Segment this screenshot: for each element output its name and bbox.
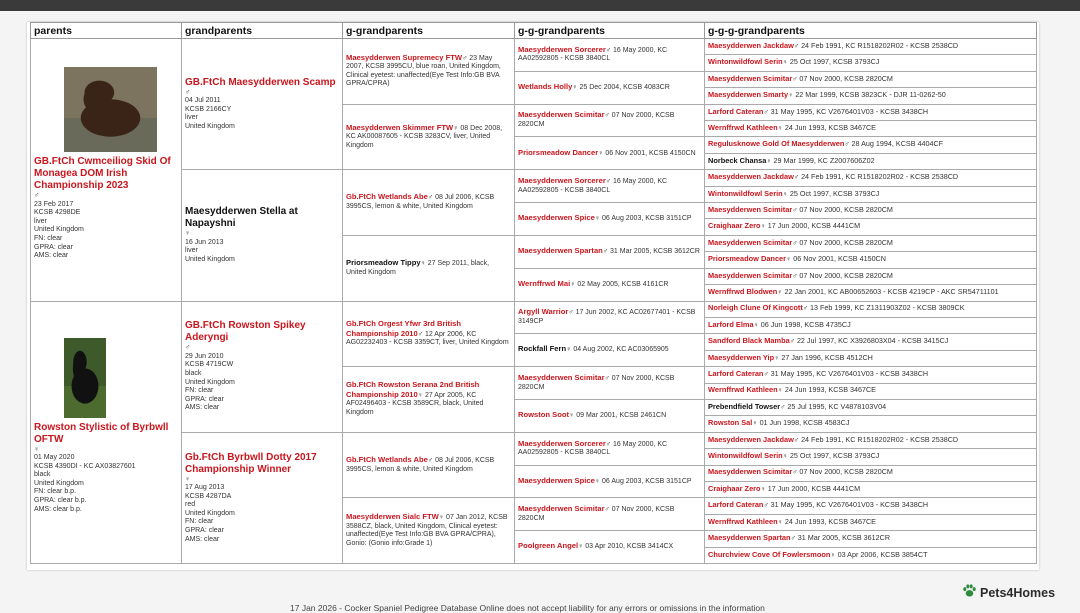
male-icon: ♂ (462, 54, 468, 62)
dog-name-link[interactable]: Wernffrwd Blodwen (708, 287, 778, 296)
dog-info: 25 Oct 1997, KCSB 3793CJ (789, 57, 880, 67)
male-icon: ♂ (427, 194, 434, 202)
pedigree-cell (515, 268, 705, 301)
dog-info: 31 May 1995, KC V2676401V03 - KCSB 3438CH (770, 369, 929, 379)
male-icon: ♂ (792, 469, 798, 477)
dog-name-link[interactable]: Maesydderwen Scimitar (518, 504, 605, 514)
pedigree-cell (705, 432, 1037, 448)
male-icon: ♂ (789, 338, 795, 346)
dog-info: 13 Feb 1999, KC Z1311903Z02 - KCSB 3809CK (810, 303, 965, 313)
male-icon: ♂ (185, 344, 191, 352)
dog-info: 07 Jan 2012, KCSB 3588CZ, black, United Kingdom, Clinical eyetest: unaffected(Eye Test Info:GB BVA GPRA/CPRA), Gonio: (Gonio info:Grade 1) (346, 514, 508, 547)
pedigree-cell (515, 104, 705, 137)
dog-info: 07 Nov 2000, KCSB 2820CM (799, 237, 893, 247)
sire-name-link[interactable]: GB.FtCh Cwmceiliog Skid Of Monagea DOM Irish Championship 2023 (34, 156, 171, 191)
dog-name-link[interactable]: GB.FtCh Maesydderwen Scamp (185, 76, 336, 88)
dog-name-link[interactable]: Maesydderwen Stella at Napayshni (185, 206, 298, 230)
dog-info: 22 Mar 1999, KCSB 3823CK - DJR 11-0262-50 (795, 90, 946, 100)
dog-info-line: KCSB 4719CW (185, 361, 234, 369)
pedigree-cell (705, 498, 1037, 514)
dog-info: 25 Oct 1997, KCSB 3793CJ (789, 188, 880, 198)
dog-info: 31 May 1995, KC V2676401V03 - KCSB 3438CH (770, 106, 929, 116)
pedigree-cell (515, 465, 705, 498)
dog-name-link[interactable]: Sandford Black Mamba (708, 336, 790, 346)
dog-info: 31 Mar 2005, KCSB 3612CR (797, 533, 891, 543)
pedigree-cell (705, 170, 1037, 186)
dog-info: 25 Oct 1997, KCSB 3793CJ (789, 451, 880, 461)
dog-name-link[interactable]: Craighaar Zero (708, 483, 761, 493)
dog-name-link[interactable]: Gb.FtCh Wetlands Abe (346, 454, 428, 464)
male-icon: ♂ (792, 206, 798, 214)
female-icon: ♀ (782, 190, 788, 198)
female-icon: ♀ (752, 420, 758, 428)
dog-photo-liver-spaniel (34, 67, 178, 152)
pedigree-cell (515, 203, 705, 236)
pedigree-cell (705, 39, 1037, 55)
dog-info: 07 Nov 2000, KCSB 2820CM (518, 506, 675, 522)
dog-name-link[interactable]: Wintonwildfowl Serin (708, 188, 783, 198)
dog-info-line: United Kingdom (34, 479, 84, 487)
dog-info-line: United Kingdom (185, 378, 235, 386)
dog-info: 08 Jul 2006, KCSB 3995CS, lemon & white, United Kingdom (346, 194, 495, 211)
dog-info: 06 Aug 2003, KCSB 3151CP (602, 215, 692, 223)
pedigree-cell (343, 301, 515, 367)
pedigree-cell (705, 252, 1037, 268)
pedigree-cell (515, 71, 705, 104)
dog-info-line: United Kingdom (185, 123, 235, 131)
table-row (31, 39, 1037, 55)
dog-info: 07 Nov 2000, KCSB 2820CM (799, 73, 893, 83)
female-icon: ♀ (777, 124, 783, 132)
dog-info: 17 Jun 2000, KCSB 4441CM (767, 221, 861, 231)
dog-info-line: United Kingdom (34, 226, 84, 234)
pedigree-cell (182, 170, 343, 301)
dog-name-link[interactable]: Maesydderwen Scimitar (708, 237, 793, 247)
dog-info-line: AMS: clear (185, 535, 220, 543)
pedigree-cell (343, 39, 515, 105)
dog-name-link[interactable]: Maesydderwen Supremecy FTW (346, 52, 463, 62)
dog-info-line: 17 Aug 2013 (185, 484, 225, 492)
male-icon: ♂ (604, 112, 610, 120)
dog-info: 16 May 2000, KC AA02592805 - KCSB 3840CL (518, 178, 668, 194)
dog-name-link[interactable]: Rowston Sal (708, 418, 753, 428)
female-icon: ♀ (788, 92, 794, 100)
dog-info-line: FN: clear (185, 518, 214, 526)
dog-info: 07 Nov 2000, KCSB 2820CM (799, 270, 893, 280)
dog-name-link[interactable]: Maesydderwen Scimitar (708, 270, 793, 280)
dog-info-line: AMS: clear b.p. (34, 505, 82, 513)
dog-info-line: 29 Jun 2010 (185, 352, 224, 360)
pedigree-cell (343, 170, 515, 236)
dog-name-link[interactable]: Rowston Soot (518, 410, 570, 420)
pedigree-cell (515, 137, 705, 170)
dog-name-link[interactable]: Larford Cateran (708, 106, 764, 116)
dog-info: 24 Jun 1993, KCSB 3467CE (784, 516, 876, 526)
dog-info: 07 Nov 2000, KCSB 2820CM (518, 374, 675, 391)
female-icon: ♀ (34, 445, 40, 453)
dog-info: 07 Nov 2000, KCSB 2820CM (799, 467, 893, 477)
female-icon: ♀ (774, 354, 780, 362)
dog-info: 24 Feb 1991, KC R1518202R02 - KCSB 2538CD (801, 434, 959, 444)
dog-info: 04 Aug 2002, KC AC03065905 (573, 346, 669, 354)
pedigree-cell (515, 432, 705, 465)
dog-info-line: 16 Jun 2013 (185, 238, 224, 246)
female-icon: ♀ (453, 124, 459, 132)
male-icon: ♂ (844, 141, 850, 149)
dog-info-line: 01 May 2020 (34, 454, 75, 462)
female-icon: ♀ (594, 215, 601, 223)
dog-name-link[interactable]: Maesydderwen Spartan (708, 533, 791, 543)
pedigree-cell (705, 268, 1037, 284)
pedigree-cell (705, 137, 1037, 153)
pedigree-cell (515, 531, 705, 564)
dog-info-line: black (185, 370, 202, 378)
dog-info: 01 Jun 1998, KCSB 4583CJ (759, 418, 850, 428)
dog-info-line: FN: clear (185, 387, 214, 395)
pedigree-cell (705, 481, 1037, 497)
female-icon: ♀ (777, 289, 783, 296)
dog-name-link[interactable]: Wintonwildfowl Serin (708, 57, 783, 67)
dog-info-line: red (185, 501, 196, 509)
dog-name-link[interactable]: Gb.FtCh Orgest Yfwr 3rd British Championship 2010 (346, 318, 462, 338)
dog-info: 27 Apr 2005, KC AF02496403 - KCSB 3589CR, black, United Kingdom (346, 391, 484, 417)
male-icon: ♂ (790, 535, 796, 543)
pedigree-cell (705, 531, 1037, 547)
dog-name-link[interactable]: Priorsmeadow Dancer (518, 147, 599, 157)
dog-name-link[interactable]: Wintonwildfowl Serin (708, 451, 783, 461)
dog-name-link[interactable]: Maesydderwen Scimitar (518, 110, 605, 120)
dog-name-link[interactable]: Norleigh Clune Of Kingcott (708, 303, 803, 313)
pedigree-cell (705, 121, 1037, 137)
female-icon: ♀ (786, 256, 792, 264)
dog-info: 27 Jan 1996, KCSB 4512CH (781, 352, 873, 362)
dog-name-link[interactable]: Maesydderwen Spice (518, 475, 595, 485)
pedigree-cell (705, 449, 1037, 465)
female-icon: ♀ (598, 149, 604, 157)
dog-name-link[interactable]: Wernffrwd Kathleen (708, 516, 778, 526)
dog-name-link[interactable]: Maesydderwen Yip (708, 352, 775, 362)
dog-info-line: KCSB 4298DE (34, 209, 81, 217)
pedigree-cell (343, 498, 515, 564)
pedigree-cell (705, 186, 1037, 202)
logo-text: Pets4Homes (980, 586, 1056, 600)
dog-name-link[interactable]: Gb.FtCh Rowston Serana 2nd British Championship 2010 (346, 380, 480, 399)
male-icon: ♂ (780, 403, 786, 411)
male-icon: ♂ (604, 506, 610, 514)
female-icon: ♀ (777, 387, 783, 395)
dog-info-line: liver (185, 247, 198, 255)
dog-info: 07 Nov 2000, KCSB 2820CM (518, 112, 675, 129)
female-icon: ♀ (185, 230, 191, 238)
female-icon: ♀ (420, 260, 426, 268)
dog-info: 24 Jun 1993, KCSB 3467CE (784, 122, 876, 132)
pedigree-cell (705, 383, 1037, 399)
pedigree-cell (705, 55, 1037, 71)
dog-info-line: FN: clear b.p. (34, 488, 77, 496)
dog-info-line: AMS: clear (185, 404, 220, 412)
female-icon: ♀ (185, 475, 191, 483)
dog-name-link[interactable]: Argyll Warrior (518, 307, 569, 317)
header-g-grandparents: g-grandparents (343, 23, 515, 39)
male-icon: ♂ (605, 46, 612, 54)
dog-name-link[interactable]: Maesydderwen Jackdaw (708, 172, 794, 182)
dog-name-link[interactable]: Maesydderwen Smarty (708, 90, 789, 100)
dog-info-line: AMS: clear (34, 252, 69, 260)
dog-name-link[interactable]: Maesydderwen Scimitar (708, 467, 793, 477)
dog-name-link[interactable]: Priorsmeadow Dancer (708, 254, 787, 264)
pedigree-cell (705, 235, 1037, 251)
pedigree-cell (705, 350, 1037, 366)
dog-info-line: GPRA: clear b.p. (34, 497, 87, 505)
dog-info: 23 May 2007, KCSB 3995CU, blue roan, United Kingdom, Clinical eyetest: unaffected(Eye Test Info:GB BVA GPRA/CPRA) (346, 54, 501, 88)
dog-name-link[interactable]: Maesydderwen Sorcerer (518, 44, 606, 54)
pedigree-cell (515, 235, 705, 268)
pedigree-cell (705, 465, 1037, 481)
male-icon: ♂ (604, 374, 610, 382)
female-icon: ♀ (570, 280, 576, 288)
pedigree-cell (182, 432, 343, 563)
pedigree-cell (705, 285, 1037, 301)
dog-info: 17 Jun 2002, KC AC02677401 - KCSB 3149CP (518, 309, 696, 325)
pedigree-cell (705, 153, 1037, 169)
male-icon: ♂ (793, 436, 800, 444)
dog-info: 24 Feb 1991, KC R1518202R02 - KCSB 2538CD (801, 172, 959, 182)
male-icon: ♂ (568, 309, 574, 317)
dog-info-line: KCSB 2166CY (185, 105, 232, 113)
pedigree-cell (343, 104, 515, 170)
dog-info-line: liver (185, 114, 198, 122)
pedigree-cell (182, 301, 343, 432)
dog-info-line: black (34, 471, 51, 479)
dog-name-link[interactable]: Larford Cateran (708, 500, 764, 510)
dog-info-line: liver (34, 217, 47, 225)
male-icon: ♂ (417, 330, 423, 338)
dog-info-line: KCSB 4287DA (185, 492, 232, 500)
dog-name-link[interactable]: Maesydderwen Scimitar (708, 204, 793, 214)
dog-info: 22 Jan 2001, KC AB00652603 - KCSB 4219CP - AKC SR54711101 (784, 287, 999, 296)
dog-name-link[interactable]: Maesydderwen Scimitar (708, 73, 793, 83)
dog-info: 31 Mar 2005, KCSB 3612CR (610, 247, 700, 255)
male-icon: ♂ (792, 272, 798, 280)
dog-info: 08 Dec 2008, KC AK00087605 - KCSB 3283CV, liver, United Kingdom (346, 124, 503, 149)
male-icon: ♂ (763, 108, 769, 116)
dog-name-link[interactable]: Rockfall Fern (518, 344, 567, 354)
header-g-g-g-grandparents: g-g-g-grandparents (705, 23, 1037, 39)
male-icon: ♂ (802, 305, 809, 313)
pedigree-cell (343, 432, 515, 498)
dog-info: 07 Nov 2000, KCSB 2820CM (799, 204, 893, 214)
male-icon: ♂ (793, 174, 800, 182)
pedigree-cell (705, 416, 1037, 432)
dog-name-link[interactable]: Maesydderwen Sialc FTW (346, 512, 439, 521)
dog-name-link[interactable]: Prebendfield Towser (708, 401, 781, 411)
dam-name-link[interactable]: Rowston Stylistic of Byrbwll OFTW (34, 421, 169, 445)
dog-info: 06 Jun 1998, KCSB 4735CJ (760, 319, 851, 329)
female-icon: ♀ (777, 518, 783, 526)
dog-name-link[interactable]: Maesydderwen Scimitar (518, 372, 605, 382)
female-icon: ♀ (782, 453, 788, 461)
parent-cell-dam (31, 301, 182, 564)
male-icon: ♂ (792, 75, 798, 83)
female-icon: ♀ (569, 412, 575, 420)
dog-name-link[interactable]: Wetlands Holly (518, 81, 573, 91)
dog-name-link[interactable]: Maesydderwen Skimmer FTW (346, 122, 454, 132)
header-parents: parents (31, 23, 182, 39)
table-row (31, 432, 1037, 448)
dog-info-line: KCSB 4390DI - KC AX03827601 (34, 462, 136, 470)
pedigree-cell (515, 334, 705, 367)
pedigree-cell (343, 367, 515, 433)
dog-info-line: FN: clear (34, 234, 63, 242)
pedigree-cell (515, 301, 705, 334)
pedigree-page (27, 22, 1039, 570)
pedigree-cell (705, 399, 1037, 415)
dog-info: 02 May 2005, KCSB 4161CR (577, 280, 669, 288)
pedigree-cell (705, 367, 1037, 383)
dog-info: 06 Nov 2001, KCSB 4150CN (793, 254, 886, 264)
female-icon: ♀ (438, 514, 445, 521)
female-icon: ♀ (753, 321, 759, 329)
dog-name-link[interactable]: Maesydderwen Spice (518, 213, 595, 223)
table-row (31, 170, 1037, 186)
dog-info-line: United Kingdom (185, 255, 235, 263)
parent-cell-sire (31, 39, 182, 302)
dog-name-link[interactable]: Norbeck Chansa (708, 155, 767, 165)
dog-info-line: GPRA: clear (34, 243, 73, 251)
female-icon: ♀ (766, 157, 772, 165)
dog-info: 24 Feb 1991, KC R1518202R02 - KCSB 2538CD (801, 40, 959, 50)
dog-info: 09 Mar 2001, KCSB 2461CN (576, 412, 667, 420)
pedigree-cell (705, 104, 1037, 120)
pedigree-cell (705, 71, 1037, 87)
male-icon: ♂ (34, 192, 40, 199)
dog-name-link[interactable]: Maesydderwen Jackdaw (708, 434, 794, 444)
male-icon: ♂ (427, 456, 434, 464)
dog-info-line: GPRA: clear (185, 527, 224, 535)
dog-info: 28 Aug 1994, KCSB 4404CF (851, 139, 944, 149)
dog-name-link[interactable]: Maesydderwen Spartan (518, 245, 603, 255)
dog-name-link[interactable]: Larford Elma (708, 319, 754, 329)
dog-name-link[interactable]: Churchview Cove Of Fowlersmoon (708, 549, 831, 559)
female-icon: ♀ (760, 485, 766, 493)
female-icon: ♀ (417, 391, 423, 399)
dog-name-link[interactable]: Maesydderwen Jackdaw (708, 40, 794, 50)
male-icon: ♂ (605, 440, 612, 448)
dog-info: 25 Jul 1995, KC V4878103V04 (787, 401, 887, 411)
dog-name-link[interactable]: Wernffrwd Kathleen (708, 385, 778, 395)
dog-info: 25 Dec 2004, KCSB 4083CR (579, 83, 670, 91)
dog-info-line: United Kingdom (185, 509, 235, 517)
pedigree-cell (515, 367, 705, 400)
dog-name-link[interactable]: Gb.FtCh Wetlands Abe (346, 192, 428, 202)
dog-info: 06 Nov 2001, KCSB 4150CN (605, 149, 696, 157)
dog-info: 03 Apr 2006, KCSB 3854CT (837, 549, 928, 559)
dog-info: 27 Sep 2011, black, United Kingdom (346, 260, 490, 276)
pedigree-cell (515, 39, 705, 72)
dog-name-link[interactable]: Craighaar Zero (708, 221, 761, 231)
pedigree-cell (705, 203, 1037, 219)
pedigree-cell (515, 399, 705, 432)
dog-info-line: GPRA: clear (185, 395, 224, 403)
dog-name-link[interactable]: Regulusknowe Gold Of Maesydderwen (708, 139, 845, 149)
dog-info: 24 Jun 1993, KCSB 3467CE (784, 385, 876, 395)
male-icon: ♂ (792, 239, 798, 247)
header-g-g-grandparents: g-g-grandparents (515, 23, 705, 39)
male-icon: ♂ (763, 502, 769, 510)
header-row (31, 23, 1037, 39)
female-icon: ♀ (578, 543, 584, 551)
pedigree-cell (705, 547, 1037, 563)
dog-name-link[interactable]: Larford Cateran (708, 369, 764, 379)
pedigree-cell (705, 514, 1037, 530)
male-icon: ♂ (793, 42, 800, 50)
table-row (31, 301, 1037, 317)
dog-name-link[interactable]: Priorsmeadow Tippy (346, 258, 421, 268)
male-icon: ♂ (185, 88, 191, 96)
dog-info: 16 May 2000, KC AA02592805 - KCSB 3840CL (518, 46, 668, 63)
dog-info: 06 Aug 2003, KCSB 3151CP (602, 477, 692, 485)
male-icon: ♂ (763, 371, 769, 379)
dog-info: 31 May 1995, KC V2676401V03 - KCSB 3438CH (770, 500, 929, 510)
pedigree-cell (182, 39, 343, 170)
dog-name-link[interactable]: GB.FtCh Rowston Spikey Aderyngi (185, 320, 306, 344)
footer-disclaimer: 17 Jan 2026 - Cocker Spaniel Pedigree Database Online does not accept liability for any errors or omissions in the information (290, 603, 765, 613)
pedigree-cell (705, 334, 1037, 350)
dog-info: 29 Mar 1999, KC Z2007606Z02 (773, 155, 875, 165)
male-icon: ♂ (605, 178, 612, 186)
dog-name-link[interactable]: Gb.FtCh Byrbwll Dotty 2017 Championship Winner (185, 451, 317, 475)
paw-icon (962, 583, 977, 603)
dog-name-link[interactable]: Maesydderwen Sorcerer (518, 438, 606, 448)
header-grandparents: grandparents (182, 23, 343, 39)
female-icon: ♀ (566, 346, 572, 354)
female-icon: ♀ (572, 83, 578, 91)
dog-info: 16 May 2000, KC AA02592805 - KCSB 3840CL (518, 440, 668, 457)
dog-info: 03 Apr 2010, KCSB 3414CX (585, 543, 674, 551)
dog-info-line: 23 Feb 2017 (34, 200, 74, 208)
dog-info: 12 Apr 2006, KC AG02232403 - KCSB 3359CT, liver, United Kingdom (346, 330, 509, 347)
pedigree-table (30, 22, 1037, 564)
dog-name-link[interactable]: Wernffrwd Kathleen (708, 122, 778, 132)
female-icon: ♀ (594, 477, 601, 485)
female-icon: ♀ (782, 59, 788, 67)
female-icon: ♀ (830, 551, 836, 559)
dog-info-line: 04 Jul 2011 (185, 97, 221, 105)
dog-info: 22 Jul 1997, KC X3926803X04 - KCSB 3415CJ (796, 336, 949, 346)
dog-info: 08 Jul 2006, KCSB 3995CS, lemon & white, United Kingdom (346, 456, 495, 473)
dog-name-link[interactable]: Maesydderwen Sorcerer (518, 176, 606, 186)
dog-name-link[interactable]: Poolgreen Angel (518, 541, 579, 551)
dog-info: 17 Jun 2000, KCSB 4441CM (767, 483, 861, 493)
pets4homes-logo[interactable] (962, 583, 1055, 603)
pedigree-cell (705, 301, 1037, 317)
dog-name-link[interactable]: Wernffrwd Mai (518, 278, 571, 288)
male-icon: ♂ (602, 247, 609, 255)
dog-photo-black-spaniel (34, 338, 178, 418)
pedigree-cell (515, 170, 705, 203)
top-bar (0, 0, 1080, 11)
pedigree-cell (343, 235, 515, 301)
female-icon: ♀ (760, 223, 766, 231)
pedigree-cell (705, 317, 1037, 333)
pedigree-cell (705, 219, 1037, 235)
pedigree-cell (515, 498, 705, 531)
pedigree-cell (705, 88, 1037, 104)
